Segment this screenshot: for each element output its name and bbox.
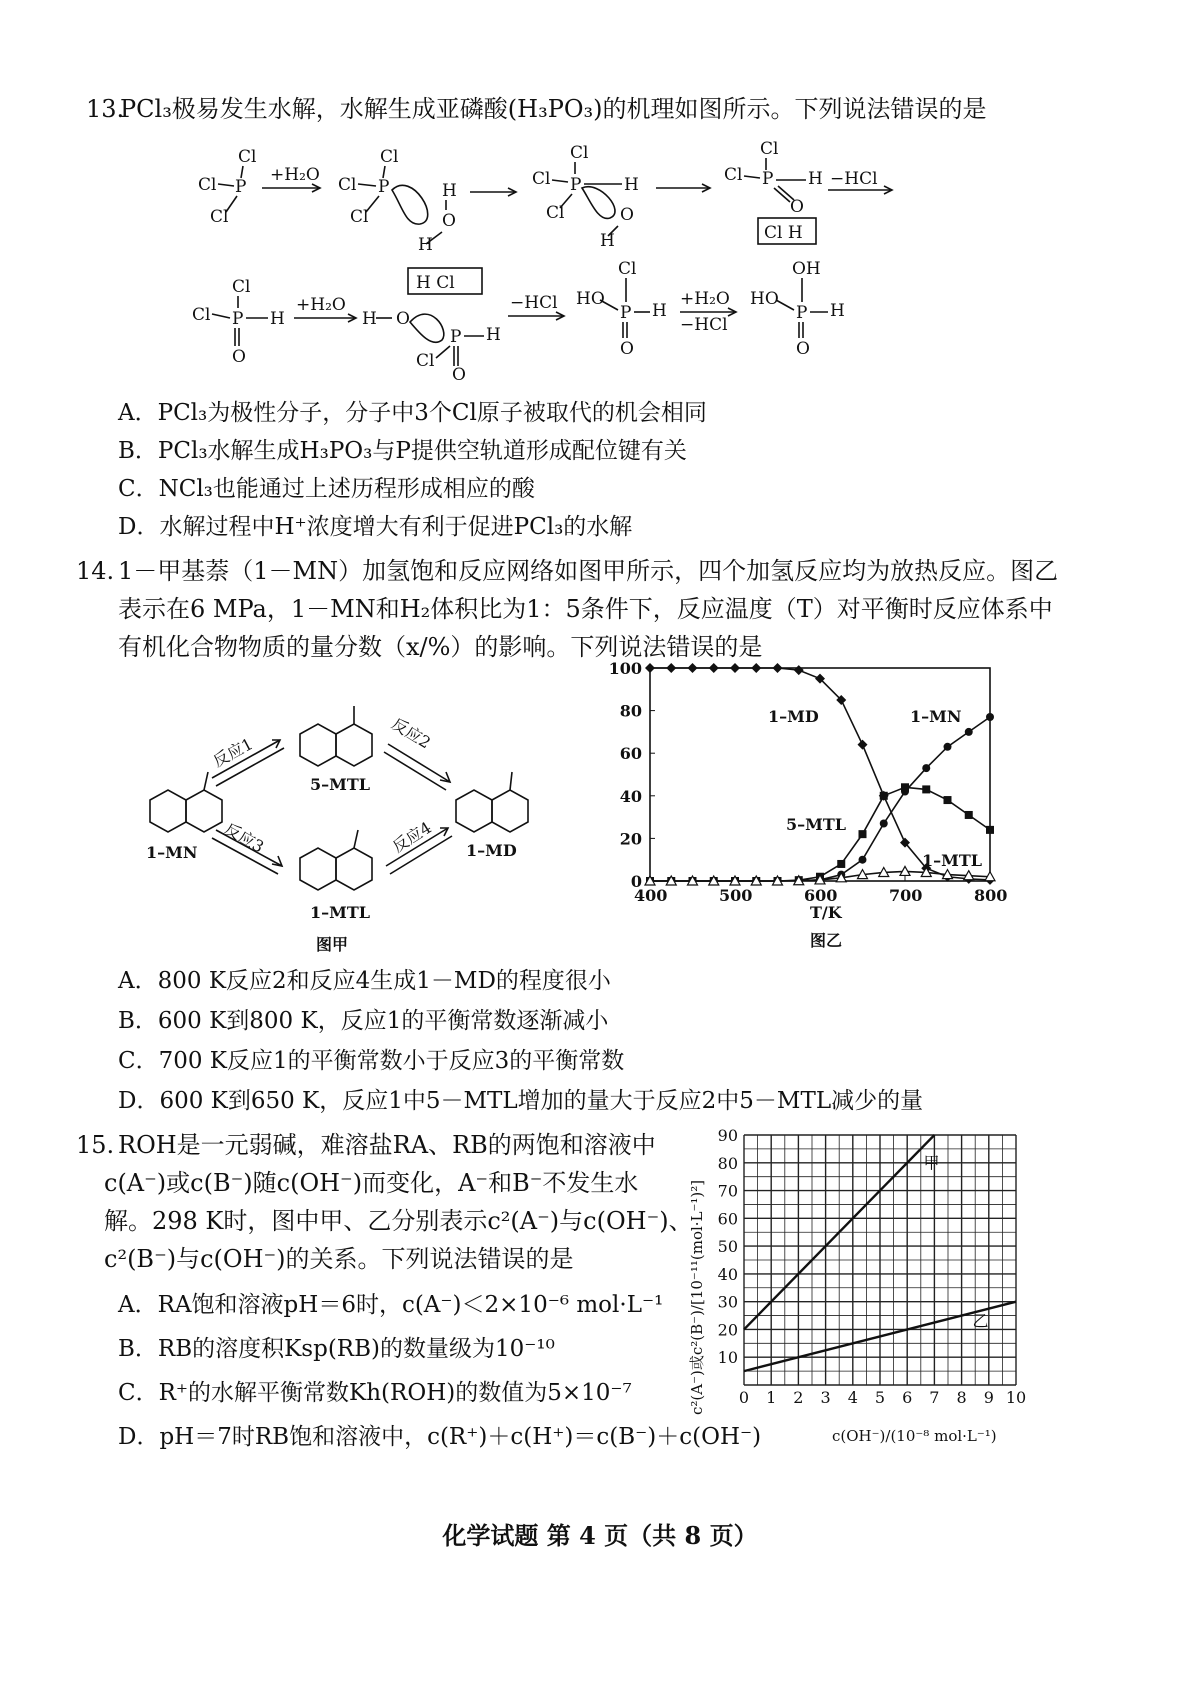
point-1-mn — [965, 728, 973, 736]
atom-h: H — [808, 169, 823, 189]
x-tick-label: 1 — [766, 1388, 777, 1407]
point-5-mtl — [837, 860, 845, 868]
atom-o: O — [232, 347, 246, 367]
atom-h: H — [486, 325, 501, 345]
group-ho: HO — [750, 289, 779, 309]
q14-reaction-network — [120, 680, 580, 970]
x-tick-label: 9 — [983, 1388, 994, 1407]
chart-frame — [650, 668, 990, 881]
atom-o: O — [620, 205, 634, 225]
point-5-mtl — [922, 785, 930, 793]
y-tick-label: 90 — [717, 1126, 738, 1145]
q14-stem-line-1: 1－甲基萘（1－MN）加氢饱和反应网络如图甲所示，四个加氢反应均为放热反应。图乙 — [118, 557, 1059, 585]
point-1-mn — [880, 819, 888, 827]
atom-cl: Cl — [238, 147, 257, 167]
y-tick-label: 70 — [717, 1181, 738, 1201]
x-axis-label: c(OH⁻)/(10⁻⁸ mol·L⁻¹) — [832, 1427, 997, 1445]
atom-h: H — [624, 175, 639, 195]
q13-option-a: A．PCl₃为极性分子，分子中3个Cl原子被取代的机会相同 — [118, 400, 707, 426]
point-1-md — [730, 663, 740, 673]
atom-cl: Cl — [618, 259, 637, 279]
label-reaction-3: 反应3 — [221, 819, 268, 857]
q15-stem-line-4: c²(B⁻)与c(OH⁻)的关系。下列说法错误的是 — [104, 1245, 574, 1273]
point-1-mn — [859, 856, 867, 864]
q15-option-c: C．R⁺的水解平衡常数Kh(ROH)的数值为5×10⁻⁷ — [118, 1380, 632, 1406]
x-tick-label: 5 — [874, 1388, 886, 1407]
q13-option-c: C．NCl₃也能通过上述历程形成相应的酸 — [118, 476, 535, 502]
q14-stem-line-3: 有机化合物物质的量分数（x/%）的影响。下列说法错误的是 — [118, 633, 763, 661]
atom-o: O — [442, 211, 456, 231]
atom-cl: Cl — [210, 207, 229, 227]
q15-stem-line-3: 解。298 K时，图中甲、乙分别表示c²(A⁻)与c(OH⁻)、 — [104, 1207, 693, 1235]
boxed-h-cl: H Cl — [416, 273, 455, 293]
y-tick-label: 20 — [619, 829, 642, 849]
point-1-md — [794, 665, 804, 675]
q13-option-b: B．PCl₃水解生成H₃PO₃与P提供空轨道形成配位键有关 — [118, 438, 687, 464]
atom-o: O — [796, 339, 810, 359]
point-1-mn — [986, 713, 994, 721]
x-tick-label: 400 — [634, 886, 668, 905]
atom-p: P — [796, 303, 808, 323]
atom-p: P — [570, 175, 582, 195]
q15-stem-line-2: c(A⁻)或c(B⁻)随c(OH⁻)而变化，A⁻和B⁻不发生水 — [104, 1169, 639, 1197]
atom-cl: Cl — [570, 143, 589, 163]
label-reaction-1: 反应1 — [209, 734, 256, 771]
atom-h: H — [362, 309, 377, 329]
q15-option-b: B．RB的溶度积Ksp(RB)的数量级为10⁻¹⁰ — [118, 1336, 555, 1362]
atom-cl: Cl — [532, 169, 551, 189]
q14-option-d: D．600 K到650 K，反应1中5－MTL增加的量大于反应2中5－MTL减少的量 — [118, 1088, 924, 1114]
boxed-cl-h: Cl H — [764, 223, 803, 243]
point-1-mn — [944, 743, 952, 751]
figure-caption-yi: 图乙 — [810, 931, 843, 950]
q15-stem-line-1: ROH是一元弱碱，难溶盐RA、RB的两饱和溶液中 — [118, 1131, 656, 1159]
series-label-1-mn: 1–MN — [910, 707, 962, 726]
series-label-jia: 甲 — [923, 1153, 940, 1173]
label-1-md: 1–MD — [466, 841, 517, 860]
atom-cl: Cl — [546, 203, 565, 223]
x-tick-label: 3 — [820, 1388, 831, 1407]
q13-number: 13. — [86, 95, 125, 123]
y-tick-label: 40 — [717, 1264, 738, 1284]
q15-number: 15. — [76, 1131, 115, 1159]
q14-option-a: A．800 K反应2和反应4生成1－MD的程度很小 — [118, 968, 611, 994]
atom-cl: Cl — [350, 207, 369, 227]
series-label-1-mtl: 1–MTL — [922, 851, 982, 870]
atom-h: H — [270, 309, 285, 329]
reagent-h2o: +H₂O — [270, 165, 320, 185]
q15-solubility-chart — [680, 1115, 1050, 1450]
q14-option-c: C．700 K反应1的平衡常数小于反应3的平衡常数 — [118, 1048, 625, 1074]
point-1-md — [751, 663, 761, 673]
atom-p: P — [620, 303, 632, 323]
x-tick-label: 8 — [956, 1388, 967, 1407]
atom-o: O — [790, 197, 804, 217]
q13-stem: PCl₃极易发生水解，水解生成亚磷酸(H₃PO₃)的机理如图所示。下列说法错误的是 — [120, 95, 987, 123]
reagent-h2o: +H₂O — [296, 295, 346, 315]
point-5-mtl — [986, 826, 994, 834]
q14-option-b: B．600 K到800 K，反应1的平衡常数逐渐减小 — [118, 1008, 609, 1034]
y-tick-label: 20 — [717, 1320, 738, 1340]
label-1-mn: 1–MN — [146, 843, 198, 862]
x-tick-label: 800 — [974, 886, 1008, 905]
series-label-1-md: 1–MD — [768, 707, 819, 726]
q14-equilibrium-chart — [600, 650, 1020, 960]
y-tick-label: 60 — [619, 744, 642, 764]
atom-p: P — [762, 169, 774, 189]
atom-o: O — [452, 365, 466, 385]
atom-p: P — [378, 177, 390, 197]
reagent-minus-hcl: −HCl — [510, 293, 558, 313]
reagent-h2o: +H₂O — [680, 289, 730, 309]
atom-h: H — [652, 301, 667, 321]
q14-stem-line-2: 表示在6 MPa，1－MN和H₂体积比为1：5条件下，反应温度（T）对平衡时反应体系中 — [118, 595, 1053, 623]
atom-cl: Cl — [232, 277, 251, 297]
label-reaction-2: 反应2 — [388, 713, 435, 753]
y-tick-label: 80 — [619, 701, 642, 721]
label-1-mtl: 1–MTL — [310, 903, 370, 922]
point-5-mtl — [965, 811, 973, 819]
atom-cl: Cl — [724, 165, 743, 185]
y-tick-label: 80 — [717, 1153, 738, 1173]
series-label-yi: 乙 — [972, 1311, 989, 1331]
series-label-5-mtl: 5–MTL — [786, 815, 846, 834]
page-footer: 化学试题 第 4 页（共 8 页） — [442, 1521, 758, 1550]
point-1-md — [688, 663, 698, 673]
group-ho: HO — [576, 289, 605, 309]
point-1-md — [645, 663, 655, 673]
q15-option-a: A．RA饱和溶液pH＝6时，c(A⁻)＜2×10⁻⁶ mol·L⁻¹ — [118, 1292, 664, 1318]
x-tick-label: 4 — [847, 1388, 858, 1407]
q14-number: 14. — [76, 557, 115, 585]
y-tick-label: 60 — [717, 1209, 738, 1229]
atom-cl: Cl — [192, 305, 211, 325]
atom-p: P — [450, 327, 462, 347]
label-reaction-4: 反应4 — [388, 817, 435, 857]
atom-h: H — [830, 301, 845, 321]
atom-cl: Cl — [198, 175, 217, 195]
q13-option-d: D．水解过程中H⁺浓度增大有利于促进PCl₃的水解 — [118, 514, 633, 540]
x-tick-label: 0 — [738, 1388, 750, 1407]
x-tick-label: 700 — [889, 886, 923, 905]
atom-o: O — [620, 339, 634, 359]
atom-cl: Cl — [380, 147, 399, 167]
x-tick-label: 2 — [793, 1388, 804, 1407]
x-axis-label: T/K — [810, 903, 842, 922]
point-5-mtl — [901, 783, 909, 791]
reagent-minus-hcl: −HCl — [680, 315, 728, 335]
label-5-mtl: 5–MTL — [310, 775, 370, 794]
atom-h: H — [442, 181, 457, 201]
group-oh: OH — [792, 259, 821, 279]
point-1-mn — [922, 764, 930, 772]
point-1-md — [773, 663, 783, 673]
figure-caption-jia: 图甲 — [316, 935, 349, 954]
atom-cl: Cl — [760, 140, 779, 159]
atom-cl: Cl — [338, 175, 357, 195]
y-tick-label: 10 — [717, 1348, 738, 1368]
y-tick-label: 40 — [619, 786, 642, 806]
y-tick-label: 0 — [630, 872, 642, 891]
q15-option-d: D．pH＝7时RB饱和溶液中，c(R⁺)＋c(H⁺)＝c(B⁻)＋c(OH⁻) — [118, 1424, 762, 1450]
y-tick-label: 30 — [717, 1292, 738, 1312]
x-tick-label: 6 — [902, 1388, 913, 1407]
atom-p: P — [232, 309, 244, 329]
atom-o: O — [396, 309, 410, 329]
point-1-md — [709, 663, 719, 673]
atom-h: H — [600, 231, 615, 251]
point-1-md — [666, 663, 676, 673]
point-5-mtl — [880, 792, 888, 800]
point-1-md — [858, 740, 868, 750]
x-tick-label: 10 — [1005, 1388, 1027, 1407]
y-axis-label: c²(A⁻)或c²(B⁻)/[10⁻¹¹(mol·L⁻¹)²] — [688, 1179, 706, 1415]
y-tick-label: 100 — [608, 659, 642, 678]
atom-cl: Cl — [416, 351, 435, 371]
point-5-mtl — [944, 796, 952, 804]
q13-mechanism-diagram — [180, 140, 910, 390]
series-line-0 — [650, 668, 990, 880]
atom-h: H — [418, 235, 433, 255]
x-tick-label: 7 — [929, 1388, 940, 1407]
reagent-minus-hcl: −HCl — [830, 169, 878, 189]
x-tick-label: 500 — [719, 886, 753, 905]
x-tick-label: 600 — [804, 886, 838, 905]
y-tick-label: 50 — [717, 1237, 738, 1257]
atom-p: P — [235, 177, 247, 197]
point-5-mtl — [859, 830, 867, 838]
